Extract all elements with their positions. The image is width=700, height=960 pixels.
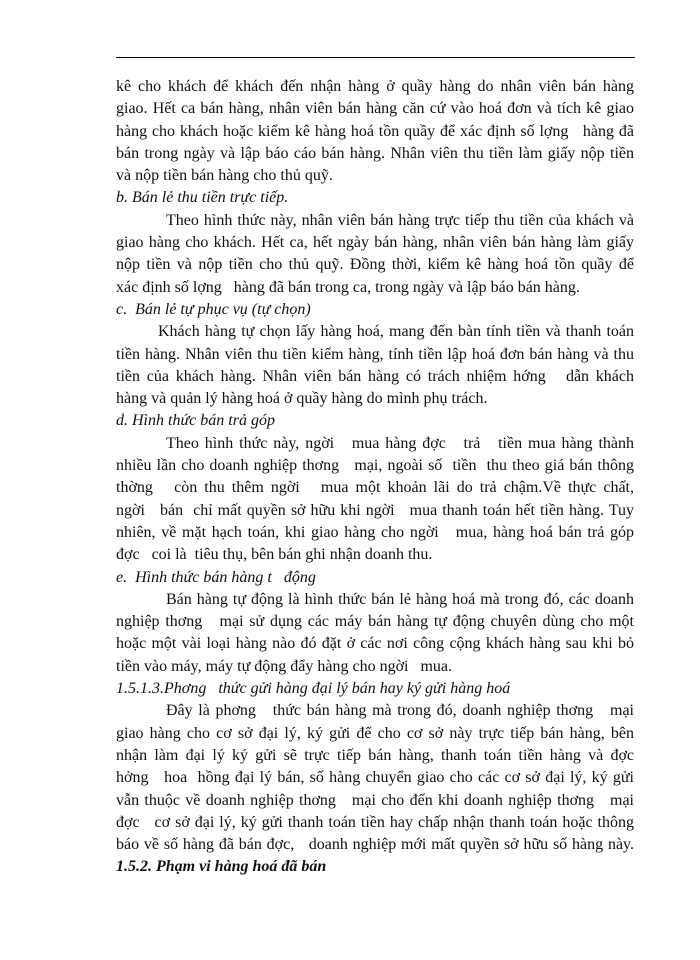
text-line: hàng và quản lý hàng hoá ở quầy hàng do mình phụ trách. (116, 390, 488, 408)
text-line: ngời bán chỉ mất quyền sở hữu khi ngời mua thanh toán hết tiền hàng. Tuy (116, 501, 634, 519)
text-line: tiền vào máy, máy tự động đẩy hàng cho ngời mua. (116, 657, 453, 675)
section-heading: 1.5.1.3.Phơng thức gửi hàng đại lý bán hay ký gửi hàng hoá (116, 680, 511, 698)
text-line: hoặc một vài loại hàng nào đó đặt ở các nơi công cộng khách hàng sau khi bỏ (116, 635, 634, 653)
text-line: thờng còn thu thêm ngời mua một khoản lãi do trả chậm.Về thực chất, (116, 479, 634, 497)
text-line: đợc cơ sở đại lý, ký gửi thanh toán tiền hay chấp nhận thanh toán hoặc thông (116, 813, 634, 831)
header-rule (116, 57, 635, 58)
text-line: bán trong ngày và lập báo cáo bán hàng. Nhân viên thu tiền làm giấy nộp tiền (116, 144, 634, 162)
text-line: nhận làm đại lý ký gửi sẽ trực tiếp bán hàng, thanh toán tiền hàng và đợc (116, 746, 634, 764)
text-line: đợc coi là tiêu thụ, bên bán ghi nhận doanh thu. (116, 546, 433, 564)
document-body (116, 76, 634, 879)
section-heading: b. Bán lẻ thu tiền trực tiếp. (116, 189, 289, 207)
section-heading: e. Hình thức bán hàng t động (116, 568, 316, 586)
text-line: giao hàng cho cơ sở đại lý, ký gửi để cho cơ sở này trực tiếp bán hàng, bên (116, 724, 634, 742)
text-line: nộp tiền và nộp tiền cho thủ quỹ. Đồng thời, kiểm kê hàng hoá tồn quầy để (116, 256, 634, 274)
text-line: hàng cho khách hoặc kiểm kê hàng hoá tồn quầy để xác định số lợng hàng đã (116, 122, 634, 140)
text-line: tiền hàng. Nhân viên thu tiền kiểm hàng, tính tiền lập hoá đơn bán hàng và thu (116, 345, 634, 363)
text-line: báo về số hàng đã bán đợc, doanh nghiệp mới mất quyền sở hữu số hàng này. (116, 836, 634, 854)
text-line: nghiệp thơng mại sử dụng các máy bán hàng tự động chuyên dùng cho một (116, 613, 634, 631)
text-line: giao. Hết ca bán hàng, nhân viên bán hàng căn cứ vào hoá đơn và tích kê giao (116, 100, 634, 118)
text-line: xác định số lợng hàng đã bán trong ca, trong ngày và lập báo bán hàng. (116, 278, 580, 296)
text-line: Khách hàng tự chọn lấy hàng hoá, mang đến bàn tính tiền và thanh toán (158, 323, 634, 341)
text-line: Bán hàng tự động là hình thức bán lẻ hàng hoá mà trong đó, các doanh (166, 590, 634, 608)
text-line: kê cho khách để khách đến nhận hàng ở quầy hàng do nhân viên bán hàng (116, 78, 634, 95)
text-line: tiền của khách hàng. Nhân viên bán hàng có trách nhiệm hớng dẫn khách (116, 367, 634, 385)
text-line: hởng hoa hồng đại lý bán, số hàng chuyển giao cho các cơ sở đại lý, ký gửi (116, 769, 634, 787)
text-line: nhiên, về mặt hạch toán, khi giao hàng cho ngời mua, hàng hoá bán trả góp (116, 523, 634, 541)
text-line: Theo hình thức này, nhân viên bán hàng trực tiếp thu tiền của khách và (166, 211, 634, 229)
text-line: vẫn thuộc về doanh nghiệp thơng mại cho đến khi doanh nghiệp thơng mại (116, 791, 634, 809)
text-line: nhiều lần cho doanh nghiệp thơng mại, ngoài số tiền thu theo giá bán thông (116, 457, 634, 475)
text-line: và nộp tiền bán hàng cho thủ quỹ. (116, 167, 333, 185)
section-heading: 1.5.2. Phạm vi hàng hoá đã bán (116, 858, 327, 876)
text-line: Theo hình thức này, ngời mua hàng đợc trả tiền mua hàng thành (166, 434, 634, 452)
section-heading: d. Hình thức bán trả góp (116, 412, 275, 430)
text-line: Đây là phơng thức bán hàng mà trong đó, doanh nghiệp thơng mại (166, 702, 634, 720)
section-heading: c. Bán lẻ tự phục vụ (tự chọn) (116, 300, 311, 318)
text-line: giao hàng cho khách. Hết ca, hết ngày bán hàng, nhân viên bán hàng làm giấy (116, 234, 634, 252)
